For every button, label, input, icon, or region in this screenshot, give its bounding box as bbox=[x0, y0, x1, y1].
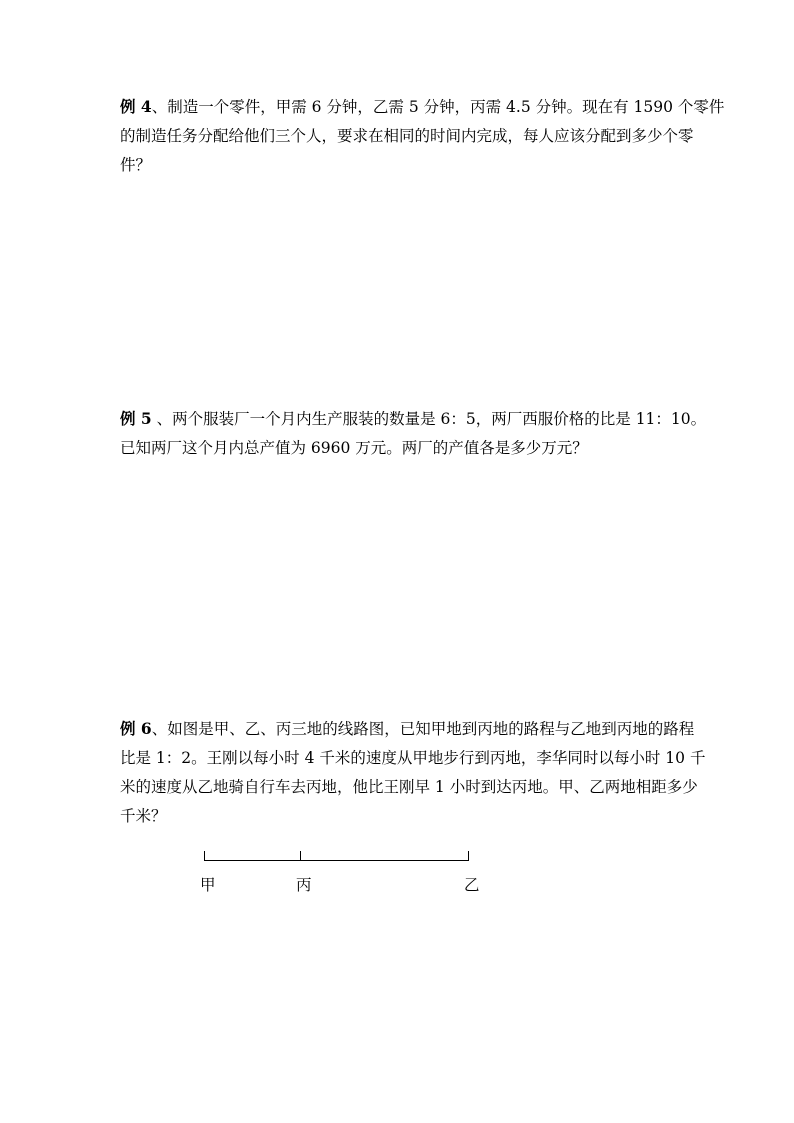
problem-5-line-1: 例 5 、两个服装厂一个月内生产服装的数量是 6：5，两厂西服价格的比是 11：10。 bbox=[120, 409, 707, 428]
problem-6-line-4: 千米？ bbox=[120, 807, 167, 825]
tick-a bbox=[204, 851, 205, 861]
problem-6-line-2: 比是 1：2。王刚以每小时 4 千米的速度从甲地步行到丙地，李华同时以每小时 10 千 bbox=[120, 749, 706, 767]
tick-c bbox=[300, 851, 301, 861]
problem-4-line-3: 件？ bbox=[120, 156, 152, 174]
problem-4-label: 例 4 bbox=[120, 97, 152, 116]
problem-6 bbox=[120, 714, 720, 831]
route-baseline bbox=[204, 860, 469, 861]
problem-5-line-2: 已知两厂这个月内总产值为 6960 万元。两厂的产值各是多少万元？ bbox=[120, 439, 588, 457]
problem-6-line-1: 例 6、如图是甲、乙、丙三地的线路图，已知甲地到丙地的路程与乙地到丙地的路程 bbox=[120, 719, 695, 738]
problem-6-label: 例 6 bbox=[120, 719, 152, 738]
point-b-label: 乙 bbox=[464, 876, 480, 894]
tick-b bbox=[468, 851, 469, 861]
problem-4 bbox=[120, 92, 725, 180]
problem-4-line-2: 的制造任务分配给他们三个人，要求在相同的时间内完成，每人应该分配到多少个零 bbox=[120, 127, 694, 145]
point-c-label: 丙 bbox=[296, 876, 312, 894]
point-a-label: 甲 bbox=[200, 876, 216, 894]
problem-6-line-3: 米的速度从乙地骑自行车去丙地，他比王刚早 1 小时到达丙地。甲、乙两地相距多少 bbox=[120, 778, 698, 796]
problem-5-label: 例 5 bbox=[120, 409, 152, 428]
problem-5 bbox=[120, 404, 720, 463]
problem-4-line-1: 例 4、制造一个零件，甲需 6 分钟，乙需 5 分钟，丙需 4.5 分钟。现在有 1590 个零件 bbox=[120, 97, 725, 116]
